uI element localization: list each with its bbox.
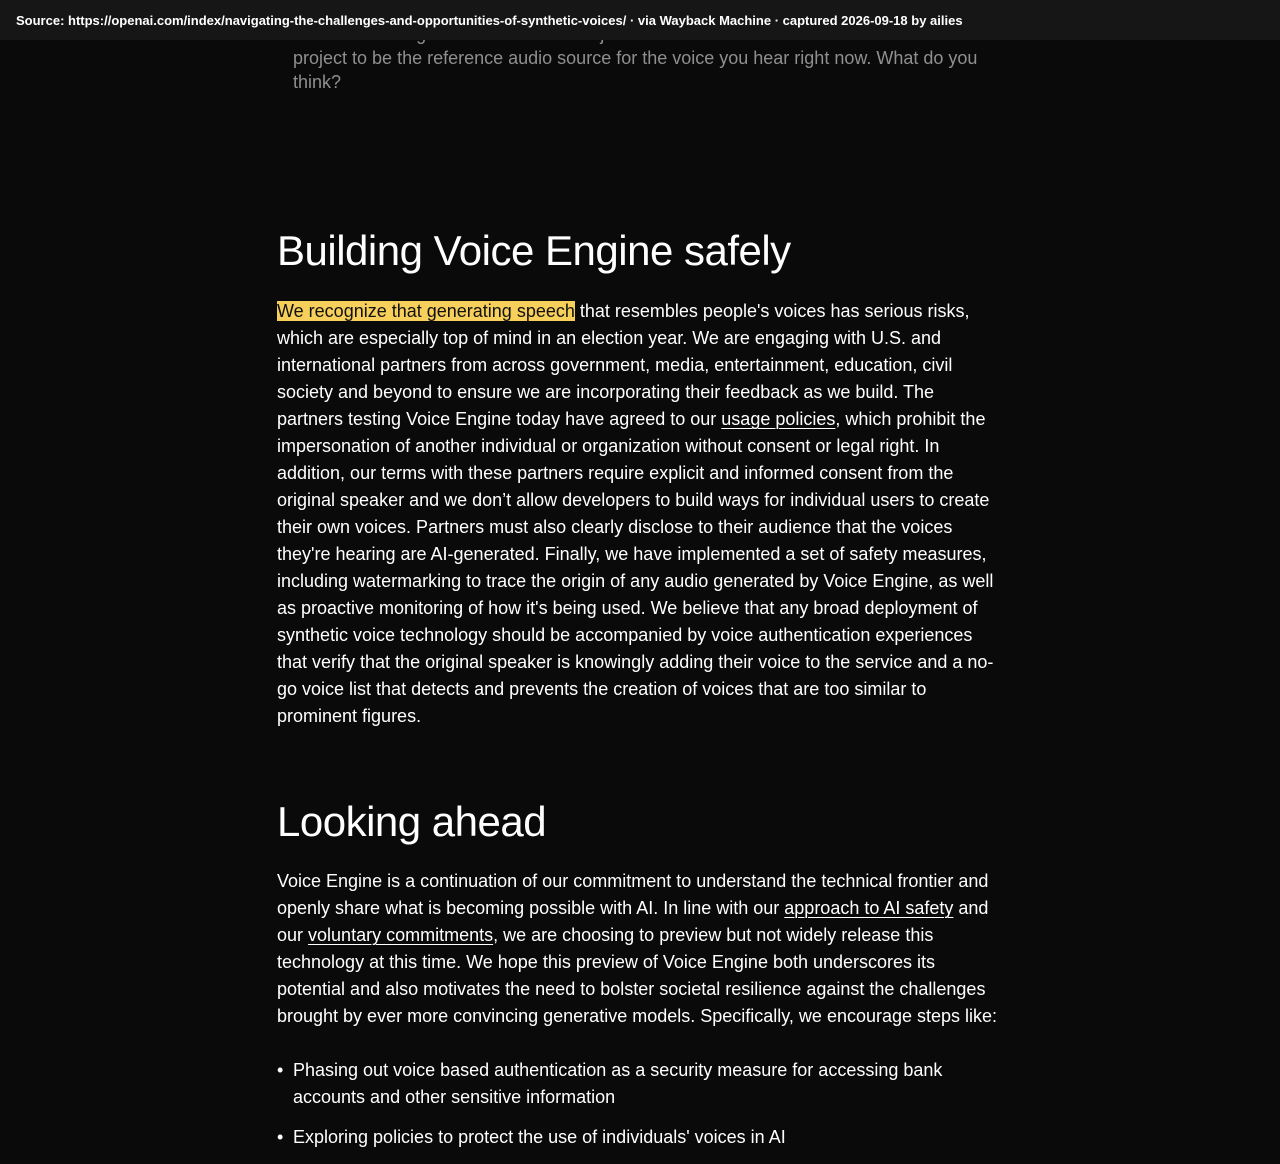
safety-text-part-2: , which prohibit the impersonation of another individual or organization without consent or legal right. In addition, our terms with these partners require explicit and informed consent from the original speaker and we don’t allow developers to build ways for individual users to create their own voices. Partners must also clearly disclose to their audience that the voices they're hearing are AI-generated. Finally, we have implemented a set of safety measures, including watermarking to trace the origin of any audio generated by Voice Engine, as well as proactive monitoring of how it's being used. We believe that any broad deployment of synthetic voice technology should be accompanied by voice authentication experiences that verify that the original speaker is knowingly adding their voice to the service and a no-go voice list that detects and prevents the creation of voices that are too similar to prominent figures. (277, 409, 994, 726)
ahead-text-part-3: , we are choosing to preview but not widely release this technology at this time. We hope this preview of Voice Engine both underscores its potential and also motivates the need to bolster societal resilience against the challenges brought by ever more convincing generative models. Specifically, we encourage steps like: (277, 925, 998, 1026)
steps-list (277, 1057, 1005, 1164)
heading-looking-ahead: Looking ahead (277, 798, 547, 845)
safety-text-part-1: that resembles people's voices has serious risks, which are especially top of mind in an election year. We are engaging with U.S. and international partners from across government, media, entertainment, education, civil society and beyond to ensure we are incorporating their feedback as we build. The partners testing Voice Engine today have agreed to our (277, 301, 970, 429)
source-bar (0, 0, 1280, 40)
usage-policies-link[interactable]: usage policies (721, 409, 836, 429)
voluntary-commitments-link[interactable]: voluntary commitments (308, 925, 494, 945)
list-item-text: Phasing out voice based authentication as a security measure for accessing bank accounts and other sensitive information (293, 1060, 943, 1107)
ahead-text-part-1: Voice Engine is a continuation of our commitment to understand the technical frontier and openly share what is becoming possible with AI. In line with our (277, 871, 989, 918)
safety-paragraph (277, 298, 1005, 730)
bullet-icon: • (277, 1127, 284, 1147)
list-item (277, 1124, 1005, 1151)
bullet-icon: • (277, 1060, 284, 1080)
quote-text: project to be the reference audio source for the voice you hear right now. What do you think? (293, 48, 978, 92)
looking-ahead-paragraph (277, 868, 1005, 1030)
source-text: Source: https://openai.com/index/navigating-the-challenges-and-opportunities-of-synthetic-voices/ · via Wayback Machine · captured 2026-09-18 by ailies (16, 12, 963, 28)
list-item (277, 1057, 1005, 1111)
list-item-text: Exploring policies to protect the use of individuals' voices in AI (293, 1127, 786, 1147)
heading-building-voice-engine-safely: Building Voice Engine safely (277, 227, 791, 274)
approach-to-ai-safety-link[interactable]: approach to AI safety (784, 898, 954, 918)
highlighted-text[interactable]: We recognize that generating speech (277, 301, 575, 321)
ahead-text-part-2: and our (277, 898, 989, 945)
